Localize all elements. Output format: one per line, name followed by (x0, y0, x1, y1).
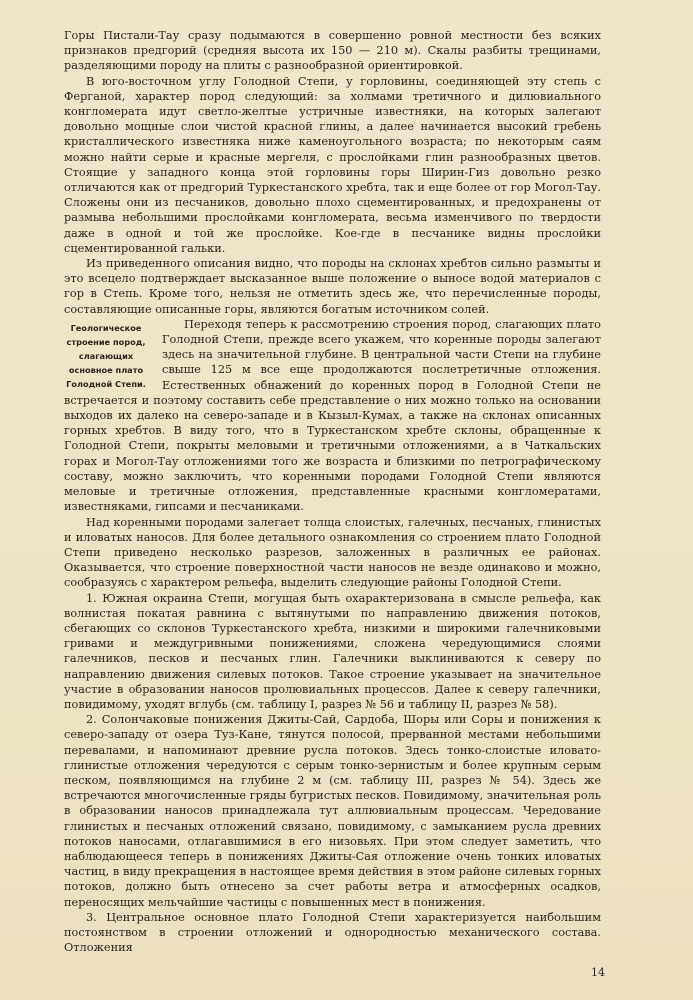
paragraph-7: 2. Солончаковые понижения Джиты-Сай, Сардоба, Шоры или Соры и понижения к северо-западу от озера Туз-Кане, тянутся полосой, прерванной местами небольшими перевалами, и напоминают древние русла потоков. Здесь тонко-слоистые иловато-глинистые отложения чередуются с серым тонко-зернистым и более крупным серым песком, появляющимся на глубине 2 м (см. таблицу III, разрез № 54). Здесь же встречаются многочисленные гряды бугристых песков. Повидимому, значительная роль в образовании наносов принадлежала тут аллювиальным процессам. Чередование глинистых и песчаных отложений связано, повидимому, с замыканием русла древних потоков наносами, отлагавшимися в его низовьях. При этом следует заметить, что наблюдающееся теперь в понижениях Джиты-Сая отложение очень тонких иловатых частиц, в виду прекращения в настоящее время действия в этом районе силевых горных потоков, должно быть отнесено за счет работы ветра и атмосферных осадков, переносящих мельчайшие частицы с повышенных мест в понижения. (64, 713, 601, 909)
paragraph-8: 3. Центральное основное плато Голодной Степи характеризуется наибольшим постоянством в строении отложений и однородностью механического состава. Отложения (64, 910, 601, 955)
paragraph-2: В юго-восточном углу Голодной Степи, у горловины, соединяющей эту степь с Ферганой, характер пород следующий: за холмами третичного и дилювиального конгломерата идут светло-желтые устричные известняки, на которых залегают довольно мощные слои чистой красной глины, а далее начинается высокий гребень кристаллического известняка ниже каменоугольного возраста; по некоторым саям можно найти серые и красные мергеля, с прослойками глин разнообразных цветов. Стоящие у западного конца этой горловины горы Ширин-Гиз довольно резко отличаются как от предгорий Туркестанского хребта, так и еще более от гор Могол-Тау. Сложены они из песчаников, довольно плохо сцементированных, и предохранены от размыва небольшими прослойками конгломерата, весьма изменчивого по твердости даже в одной и той же прослойке. Кое-где в песчанике видны прослойки сцементированной гальки. (64, 74, 601, 255)
paragraph-4: Переходя теперь к рассмотрению строения пород, слагающих плато Голодной Степи, прежде всего укажем, что коренные породы залегают здесь на значительной глубине. В центральной части Степи на глубине свыше 125 м все еще продолжаются послетретичные отложения. Естественных обнажений до коренных пород в Голодной Степи не встречается и поэтому составить себе представление о них можно только на основании выходов их далеко на северо-западе и в Кызыл-Кумах, а также на склонах описанных горных хребтов. В виду того, что в Туркестанском хребте склоны, обращенные к Голодной Степи, покрыты меловыми и третичными отложениями, а в Чаткальских горах и Могол-Тау отложениями того же возраста и близкими по петрографическому составу, можно заключить, что коренными породами Голодной Степи являются меловые и третичные отложения, представленные красными конгломератами, известняками, гипсами и песчаниками. (64, 317, 601, 514)
paragraph-1: Горы Пистали-Тау сразу подымаются в совершенно ровной местности без всяких признаков предгорий (средняя высота их 150 — 210 м). Скалы разбиты трещинами, разделяющими породу на плиты с разнообразной ориентировкой. (64, 29, 601, 73)
margin-heading: Геологическое строение пород, слагающих основное плато Голодной Степи. (66, 322, 146, 389)
body-text (64, 28, 601, 955)
page-number: 14 (591, 966, 605, 979)
paragraph-6: 1. Южная окраина Степи, могущая быть охарактеризована в смысле рельефа, как волнистая покатая равнина с вытянутыми по направлению движения потоков, сбегающих со склонов Туркестанского хребта, низкими и широкими галечниковыми гривами и междугривными понижениями, сложена чередующимися слоями галечников, песков и песчаных глин. Галечники выклиниваются к северу по направлению движения силевых потоков. Такое строение указывает на значительное участие в образовании наносов пролювиальных процессов. Далее к северу галечники, повидимому, уходят вглубь (см. таблицу I, разрез № 56 и таблицу II, разрез № 58). (64, 591, 601, 711)
paragraph-5: Над коренными породами залегает толща слоистых, галечных, песчаных, глинистых и иловатых наносов. Для более детального ознакомления со строением плато Голодной Степи приведено несколько разрезов, заложенных в различных ее районах. Оказывается, что строение поверхностной части наносов не везде одинаково и можно, сообразуясь с характером рельефа, выделить следующие районы Голодной Степи. (64, 515, 601, 590)
paragraph-3: Из приведенного описания видно, что породы на склонах хребтов сильно размыты и это всецело подтверждает высказанное выше положение о выносе водой материалов с гор в Степь. Кроме того, нельзя не отметить здесь же, что перечисленные породы, составляющие описанные горы, являются богатым источником солей. (64, 257, 601, 316)
